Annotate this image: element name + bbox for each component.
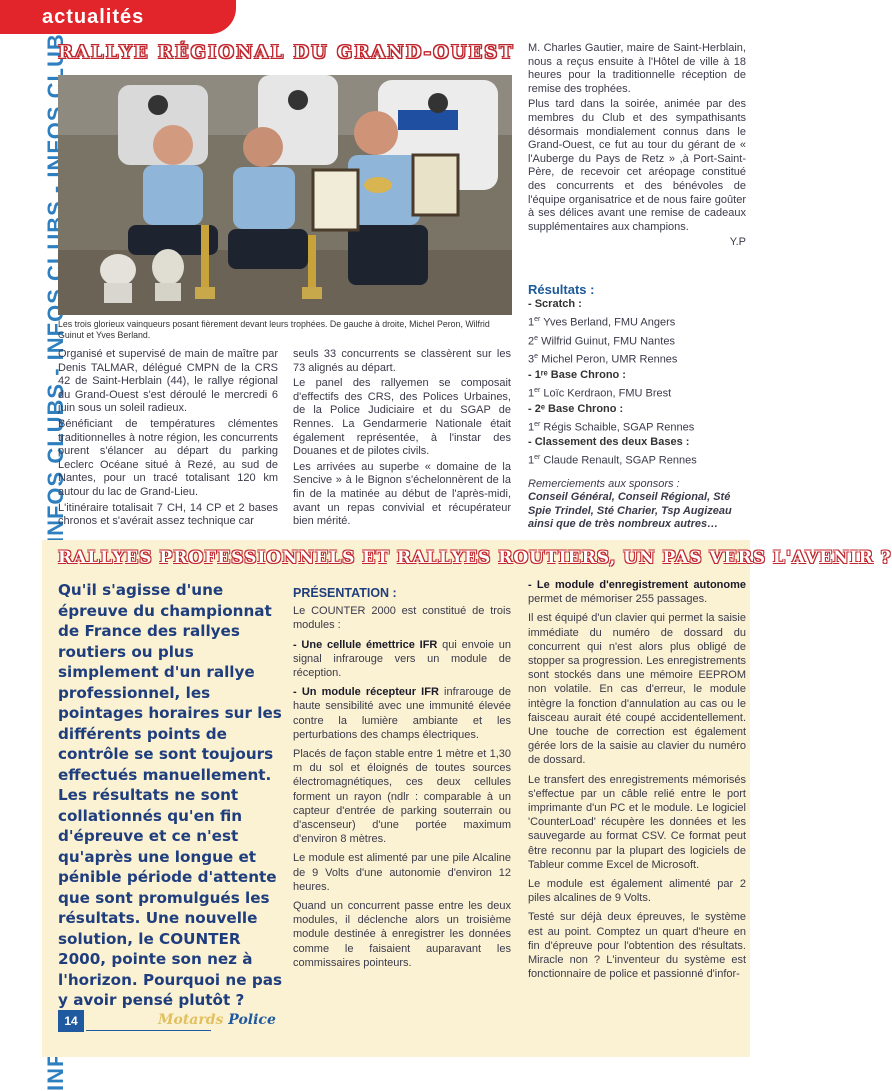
- article2-intro: Qu'il s'agisse d'une épreuve du championnat de France des rallyes routiers ou plus simplement d'un rallye professionnel, les pointages horaires sur les différents points de contrôle se sont toujours effectués manuellement. Les résultats ne sont collationnés qu'en fin d'épreuve et ce n'est qu'après une longue et pénible période d'attente que sont promulgués les résultats. Une nouvelle solution, le COUNTER 2000, pointe son nez à l'horizon. Pourquoi ne pas y avoir pensé plutôt ?: [58, 581, 282, 1009]
- result-item: 3e Michel Peron, UMR Rennes: [528, 353, 678, 366]
- result-item: 1er Régis Schaible, SGAP Rennes: [528, 420, 695, 434]
- sponsors: [528, 478, 746, 532]
- photo-caption: Les trois glorieux vainqueurs posant fièrement devant leurs trophées. De gauche à droite, Michel Peron, Wilfrid Guinut et Yves Berland.: [58, 319, 490, 340]
- results-heading: Résultats :: [528, 282, 595, 297]
- paragraph: - Une cellule émettrice IFR qui envoie un signal infrarouge vers un module de réception.: [293, 638, 511, 680]
- presentation-heading: PRÉSENTATION :: [293, 586, 397, 600]
- paragraph: M. Charles Gautier, maire de Saint-Herblain, nous a reçus ensuite à l'Hôtel de ville à 18 heures pour la traditionnelle réception de remise des trophées.: [528, 42, 746, 95]
- article2-title: RALLYES PROFESSIONNELS ET RALLYES ROUTIERS, UN PAS VERS L'AVENIR ?: [58, 548, 892, 568]
- article1-column-3: [528, 42, 746, 252]
- base2-label: - 2ᵉ Base Chrono :: [528, 402, 624, 415]
- paragraph: L'itinéraire totalisait 7 CH, 14 CP et 2 bases chronos et s'avérait assez technique car: [58, 501, 278, 528]
- results-list: [528, 297, 746, 469]
- result-item: 2e Wilfrid Guinut, FMU Nantes: [528, 334, 675, 348]
- paragraph: Le COUNTER 2000 est constitué de trois modules :: [293, 605, 511, 632]
- article2-column-3: [528, 578, 746, 986]
- base1-label: - 1ʳᵉ Base Chrono :: [528, 368, 626, 381]
- article2-column-2: [293, 586, 511, 975]
- paragraph: Le panel des rallyemen se composait d'effectifs des CRS, des Polices Urbaines, de la Police Judiciaire et du SGAP de Rennes. La Gendarmerie Nationale était également représentée, à l'instar des Douanes et de pilotes civils.: [293, 377, 511, 458]
- result-item: 1er Yves Berland, FMU Angers: [528, 316, 676, 329]
- paragraph: - Le module d'enregistrement autonome permet de mémoriser 255 passages.: [528, 579, 746, 606]
- result-item: 1er Claude Renault, SGAP Rennes: [528, 454, 697, 467]
- magazine-logo: Motards Police: [158, 1012, 276, 1028]
- paragraph: Quand un concurrent passe entre les deux modules, il déclenche alors un troisième module destinée à enregistrer les données comme le faisaient auparavant les commissaires pointeurs.: [293, 900, 511, 969]
- paragraph: Les arrivées au superbe « domaine de la Sencive » à le Bignon s'échelonnèrent de la fin de la matinée au début de l'après-midi, avant un repas convivial et récupérateur bien mérité.: [293, 460, 511, 528]
- paragraph: Testé sur déjà deux épreuves, le système est au point. Comptez un quart d'heure en fin d'épreuve pour l'obtention des résultats. Miracle non ? L'inventeur du système est fonctionnaire de police et passionné d'infor-: [528, 911, 746, 981]
- paragraph: Bénéficiant de températures clémentes traditionnelles à notre région, les concurrents purent s'élancer au départ du parking Leclerc Océane situé à Rezé, au sud de Nantes, pour un tracé totalisant 120 km autour du lac de Grand-Lieu.: [58, 417, 278, 498]
- article1-column-2: [293, 348, 511, 531]
- both-bases-label: - Classement des deux Bases :: [528, 436, 690, 449]
- sponsors-intro: Remerciements aux sponsors :: [528, 477, 680, 490]
- paragraph: Organisé et supervisé de main de maître par Denis TALMAR, délégué CMPN de la CRS 42 de Saint-Herblain (44), le rallye régional du Grand-Ouest s'est déroulé le mercredi 6 juin sous un soleil radieux.: [58, 348, 278, 415]
- sponsors-list: Conseil Général, Conseil Régional, Sté Spie Trindel, Sté Charier, Tsp Augizeau: [528, 491, 732, 517]
- article1-title: RALLYE RÉGIONAL DU GRAND-OUEST: [58, 42, 515, 63]
- sponsors-tail: ainsi que de très nombreux autres…: [528, 518, 719, 531]
- paragraph: Le transfert des enregistrements mémorisés s'effectue par un câble relié entre le port imprimante d'un PC et le module. Le logiciel 'CounterLoad' récupère les données et les sauvegarde au format CSV. Ce format peut être reconnu par la plupart des logiciels de Tableur comme Excel de Microsoft.: [528, 773, 746, 871]
- paragraph: seuls 33 concurrents se classèrent sur les 73 alignés au départ.: [293, 348, 511, 374]
- footer-rule: [86, 1030, 211, 1031]
- signature: Y.P: [729, 236, 746, 249]
- paragraph: Le module est alimenté par une pile Alcaline de 9 Volts d'une autonomie d'environ 12 heures.: [293, 852, 511, 893]
- side-strip: [0, 34, 42, 1057]
- page-footer: [58, 1010, 358, 1032]
- results-box: [528, 282, 746, 532]
- article1-column-1: [58, 348, 278, 531]
- section-tab: actualités: [0, 0, 236, 34]
- paragraph: Le module est également alimenté par 2 piles alcalines de 9 Volts.: [528, 878, 746, 905]
- paragraph: Plus tard dans la soirée, animée par des membres du Club et des sympathisants désormais mondialement connus dans le Grand-Ouest, ce fut au tour du gérant de « l'Auberge du Pays de Retz » ,à Port-Saint-Père, de recevoir cet aréopage constitué des concurrents et des bénévoles de l'équipe organisatrice et de nous faire goûter à ses délices avant une remise de cadeaux supplémentaires aux champions.: [528, 98, 746, 233]
- trophy-photo-illustration: [58, 75, 512, 315]
- page-number: 14: [58, 1010, 84, 1032]
- scratch-label: - Scratch :: [528, 298, 582, 310]
- paragraph: - Un module récepteur IFR infrarouge de haute sensibilité avec une immunité élevée contre la lumière ambiante et les perturbations des champs électriques.: [293, 686, 511, 741]
- result-item: 1er Loïc Kerdraon, FMU Brest: [528, 386, 672, 400]
- trophy-photo: [58, 75, 512, 315]
- paragraph: Placés de façon stable entre 1 mètre et 1,30 m du sol et éloignés de toutes sources électromagnétiques, ces deux cellules forment un rayon (ndlr : comparable à un capteur d'entrée de parking souterrain ou d'ascenseur) d'une portée maximum d'environ 8 mètres.: [293, 748, 511, 846]
- paragraph: Il est équipé d'un clavier qui permet la saisie immédiate du numéro de dossard du concurrent qui n'est alors plus obligé de stopper sa progression. Les enregistrements sont stockés dans une mémoire EEPROM non volatile. En cas d'erreur, le module intègre la fonction d'annulation au cas ou le faisceau aurait été coupé accidentellement. Une touche de correction est également gérée lors de la saisie au clavier du numéro de dossard.: [528, 612, 746, 767]
